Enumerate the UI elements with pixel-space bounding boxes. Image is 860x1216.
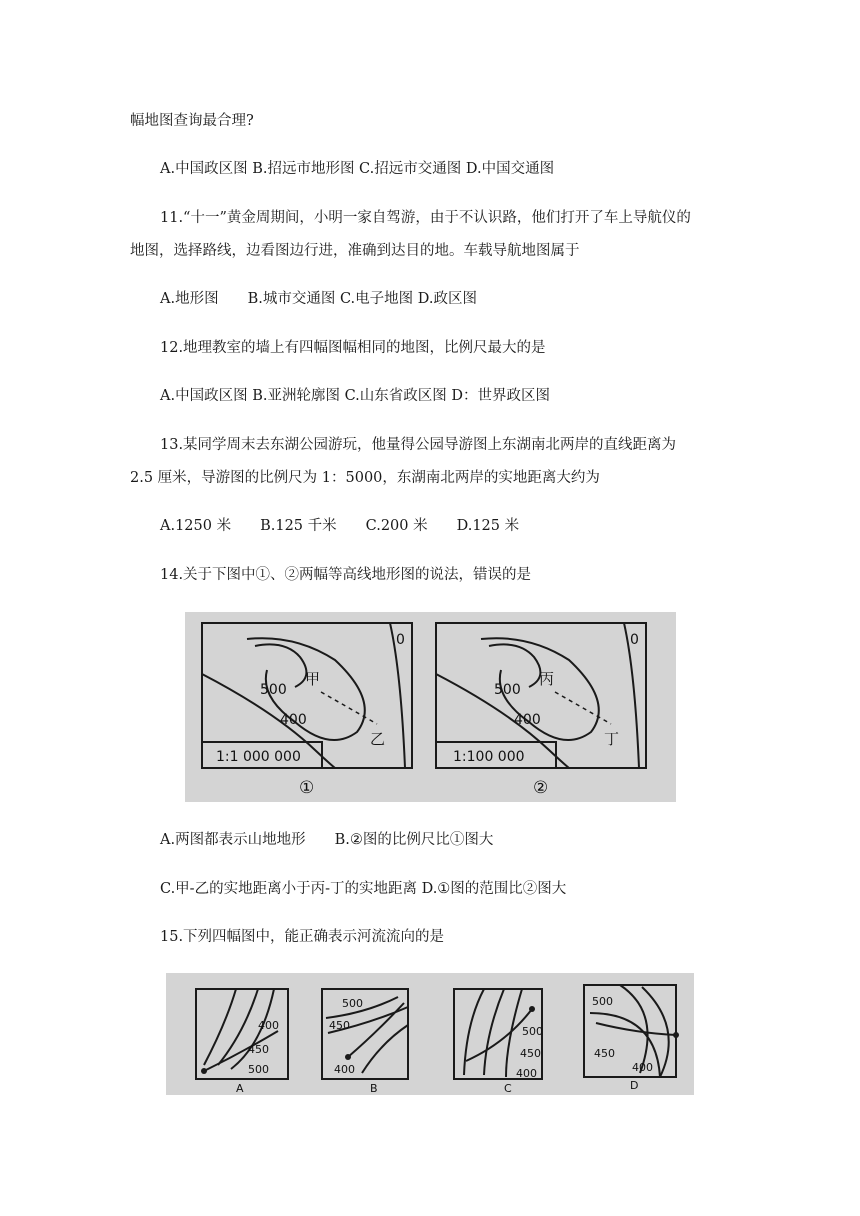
- panel-c-contour: [484, 989, 504, 1075]
- map2-contour-500: [489, 644, 540, 687]
- q12-stem: 12.地理教室的墙上有四幅图幅相同的地图，比例尺最大的是: [160, 340, 546, 356]
- panel-c-contour: [464, 989, 484, 1075]
- river-flow-svg: [166, 973, 694, 1095]
- map1-scale-label: 1:1 000 000: [216, 749, 301, 765]
- q11-stem: 11.“十一”黄金周期间，小明一家自驾游，由于不认识路，他们打开了车上导航仪的: [160, 210, 691, 226]
- panel-b-label-400: 400: [334, 1063, 355, 1076]
- panel-d-label-500: 500: [592, 995, 613, 1008]
- panel-a-label-500: 500: [248, 1063, 269, 1076]
- map1-dashed-line: [321, 692, 377, 724]
- map1-label-500: 500: [260, 682, 287, 698]
- panel-d-label-400: 400: [632, 1061, 653, 1074]
- map1-contour-500: [255, 644, 306, 687]
- q15-stem: 15.下列四幅图中，能正确表示河流流向的是: [160, 929, 445, 945]
- q11-stem-cont: 地图，选择路线，边看图边行进，准确到达目的地。车载导航地图属于: [130, 243, 580, 259]
- panel-c-label-500: 500: [522, 1025, 543, 1038]
- q14-stem: 14.关于下图中①、②两幅等高线地形图的说法，错误的是: [160, 567, 532, 583]
- map2-label-0: 0: [630, 632, 639, 648]
- panel-a-label-450: 450: [248, 1043, 269, 1056]
- map1-label-0: 0: [396, 632, 405, 648]
- map2-scale-label: 1:100 000: [453, 749, 525, 765]
- map1-point-yi: 乙: [370, 730, 386, 748]
- panel-b-river: [348, 1003, 404, 1057]
- map2-point-ding: 丁: [604, 730, 620, 748]
- q12-options: A.中国政区图 B.亚洲轮廓图 C.山东省政区图 D：世界政区图: [160, 388, 550, 404]
- panel-c-label-450: 450: [520, 1047, 541, 1060]
- panel-a-letter: A: [236, 1082, 244, 1095]
- map2-caption: ②: [533, 778, 549, 798]
- panel-a-contour: [204, 989, 236, 1065]
- panel-b-label-500: 500: [342, 997, 363, 1010]
- panel-b-arrow-icon: [345, 1054, 351, 1060]
- map2-label-500: 500: [494, 682, 521, 698]
- panel-c-letter: C: [504, 1082, 512, 1095]
- panel-c-arrow-icon: [529, 1006, 535, 1012]
- panel-d-arrow-icon: [673, 1032, 679, 1038]
- q11-options: A.地形图 B.城市交通图 C.电子地图 D.政区图: [160, 291, 477, 307]
- map2-dashed-line: [555, 692, 611, 724]
- q13-options: A.1250 米 B.125 千米 C.200 米 D.125 米: [160, 518, 520, 534]
- panel-b-label-450: 450: [329, 1019, 350, 1032]
- panel-d-letter: D: [630, 1079, 639, 1092]
- q14-options-ab: A.两图都表示山地地形 B.②图的比例尺比①图大: [160, 832, 494, 848]
- map1-caption: ①: [299, 778, 315, 798]
- panel-d-label-450: 450: [594, 1047, 615, 1060]
- contour-maps-figure: [185, 612, 676, 802]
- panel-b-letter: B: [370, 1082, 378, 1095]
- panel-b-contour: [362, 1025, 408, 1073]
- q14-options-cd: C.甲-乙的实地距离小于丙-丁的实地距离 D.①图的范围比②图大: [160, 881, 567, 897]
- map2-point-bing: 丙: [539, 670, 555, 688]
- map2-label-400: 400: [514, 712, 541, 728]
- contour-maps-svg: [185, 612, 676, 802]
- map1-point-jia: 甲: [305, 670, 321, 688]
- panel-c-label-400: 400: [516, 1067, 537, 1080]
- map1-label-400: 400: [280, 712, 307, 728]
- q13-stem-cont: 2.5 厘米，导游图的比例尺为 1：5000，东湖南北两岸的实地距离大约为: [130, 470, 600, 486]
- text-line: 幅地图查询最合理?: [130, 113, 254, 129]
- q10-options: A.中国政区图 B.招远市地形图 C.招远市交通图 D.中国交通图: [160, 161, 555, 177]
- panel-a-arrow-icon: [201, 1068, 207, 1074]
- river-flow-figure: [166, 973, 694, 1095]
- q13-stem: 13.某同学周末去东湖公园游玩，他量得公园导游图上东湖南北两岸的直线距离为: [160, 437, 677, 453]
- panel-a-label-400: 400: [258, 1019, 279, 1032]
